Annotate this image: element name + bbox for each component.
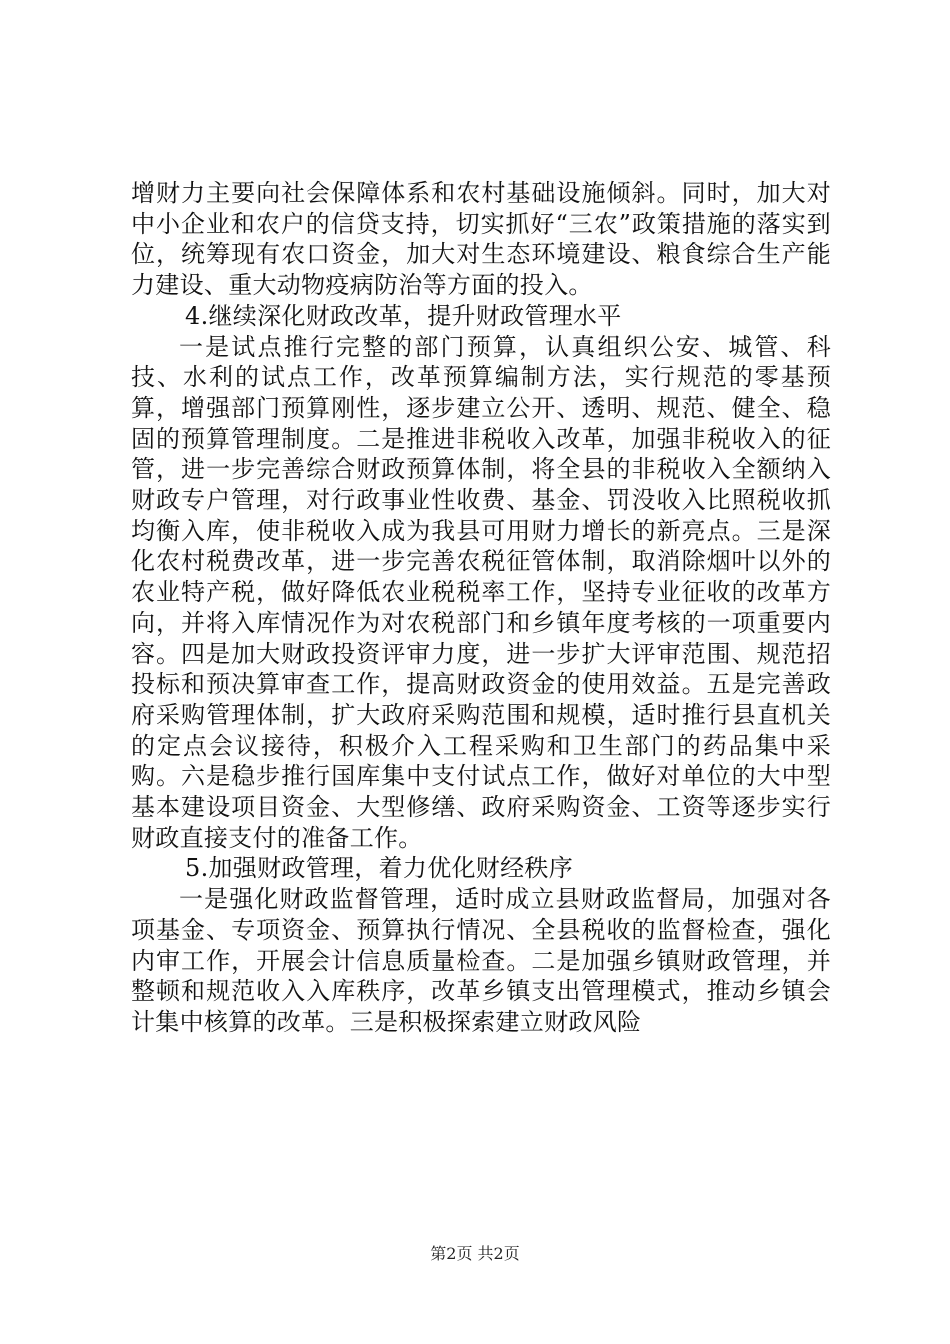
- section-heading-4: 4.继续深化财政改革，提升财政管理水平: [185, 301, 622, 330]
- document-body: [131, 178, 831, 1038]
- section-heading-5: 5.加强财政管理，着力优化财经秩序: [185, 854, 573, 883]
- page-number-footer: 第2页 共2页: [430, 1244, 520, 1263]
- paragraph-section-4: 一是试点推行完整的部门预算，认真组织公安、城管、科技、水利的试点工作，改革预算编制方法，实行规范的零基预算，增强部门预算刚性，逐步建立公开、透明、规范、健全、稳固的预算管理制度。二是推进非税收入改革，加强非税收入的征管，进一步完善综合财政预算体制，将全县的非税收入全额纳入财政专户管理，对行政事业性收费、基金、罚没收入比照税收抓均衡入库，使非税收入成为我县可用财力增长的新亮点。三是深化农村税费改革，进一步完善农税征管体制，取消除烟叶以外的农业特产税，做好降低农业税税率工作，坚持专业征收的改革方向，并将入库情况作为对农税部门和乡镇年度考核的一项重要内容。四是加大财政投资评审力度，进一步扩大评审范围、规范招投标和预决算审查工作，提高财政资金的使用效益。五是完善政府采购管理体制，扩大政府采购范围和规模，适时推行县直机关的定点会议接待，积极介入工程采购和卫生部门的药品集中采购。六是稳步推行国库集中支付试点工作，做好对单位的大中型基本建设项目资金、大型修缮、政府采购资金、工资等逐步实行财政直接支付的准备工作。: [131, 332, 831, 852]
- paragraph-section-5: 一是强化财政监督管理，适时成立县财政监督局，加强对各项基金、专项资金、预算执行情况、全县税收的监督检查，强化内审工作，开展会计信息质量检查。二是加强乡镇财政管理，并整顿和规范收入入库秩序，改革乡镇支出管理模式，推动乡镇会计集中核算的改革。三是积极探索建立财政风险: [131, 885, 831, 1036]
- paragraph-intro-continuation: 增财力主要向社会保障体系和农村基础设施倾斜。同时，加大对中小企业和农户的信贷支持，切实抓好“三农”政策措施的落实到位，统筹现有农口资金，加大对生态环境建设、粮食综合生产能力建设、重大动物疫病防治等方面的投入。: [131, 179, 831, 300]
